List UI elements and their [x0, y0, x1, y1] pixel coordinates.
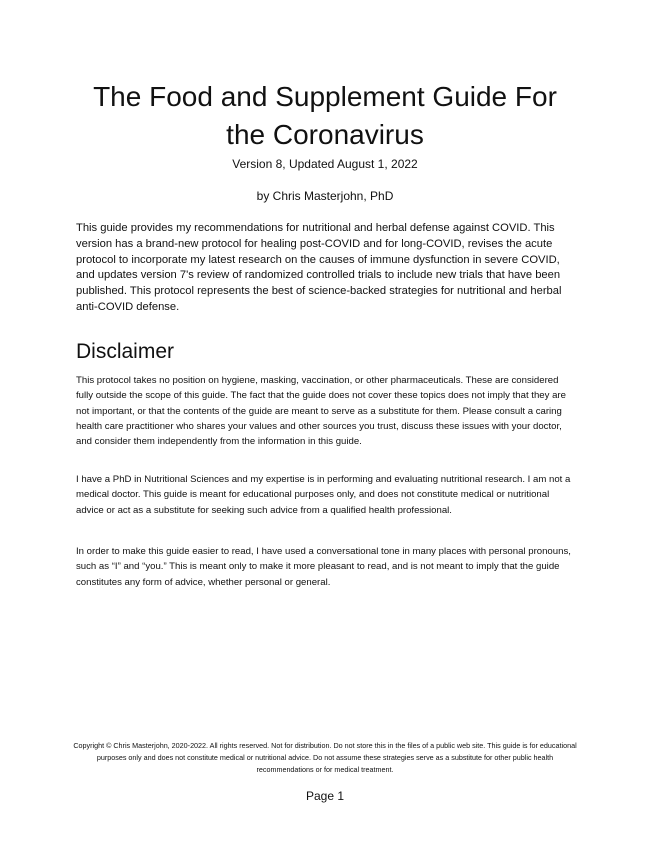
version-line: Version 8, Updated August 1, 2022	[232, 157, 418, 171]
disclaimer-paragraph-1: This protocol takes no position on hygiene, masking, vaccination, or other pharmaceuticals. These are considered fully outside the scope of this guide. The fact that the guide does not cover these topics does not imply that they are not important, or that the contents of the guide are meant to serve as a substitute for them. Please consult a caring health care practitioner who shares your values and other sources you trust, discuss these issues with your doctor, and consider them independently from the information in this guide.	[76, 375, 566, 448]
title-line-1: The Food and Supplement Guide For	[93, 81, 557, 112]
disclaimer-paragraph-3: In order to make this guide easier to read, I have used a conversational tone in many places with personal pronouns, such as “I” and “you.” This is meant only to make it more pleasant to read, and is not meant to imply that the guide constitutes any form of advice, whether personal or general.	[76, 546, 571, 588]
page-number: Page 1	[305, 789, 345, 803]
document-title	[60, 78, 590, 154]
copyright-notice: Copyright © Chris Masterjohn, 2020-2022. All rights reserved. Not for distribution. Do not store this in the files of a public web site. This guide is for educational purposes only and does not constitute medical or nutritional advice. Do not assume these strategies serve as a substitute for other public health recommendations or for medical treatment.	[73, 741, 577, 774]
author-line: by Chris Masterjohn, PhD	[256, 189, 394, 203]
disclaimer-heading: Disclaimer	[76, 340, 175, 363]
title-line-2: the Coronavirus	[226, 119, 424, 150]
intro-paragraph: This guide provides my recommendations for nutritional and herbal defense against COVID. This version has a brand-new protocol for healing post-COVID and for long-COVID, revises the acute protocol to incorporate my latest research on the causes of immune dysfunction in severe COVID, and updates version 7's review of randomized controlled trials to include new trials that have been published. This protocol represents the best of science-backed strategies for nutritional and herbal anti-COVID defense.	[76, 222, 562, 313]
disclaimer-paragraph-2: I have a PhD in Nutritional Sciences and my expertise is in performing and evaluating nutritional research. I am not a medical doctor. This guide is meant for educational purposes only, and does not constitute medical or nutritional advice or act as a substitute for seeking such advice from a qualified health professional.	[76, 474, 571, 516]
